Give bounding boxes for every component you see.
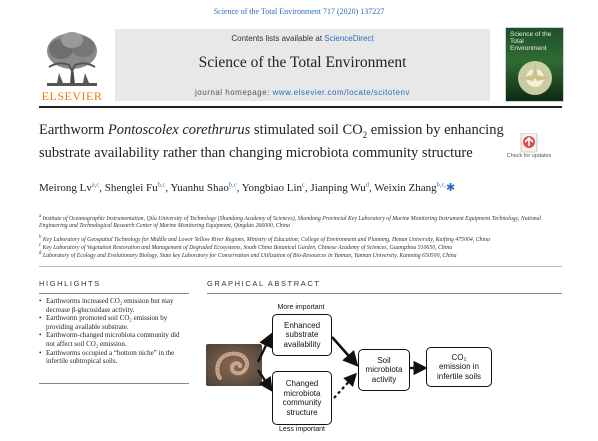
affiliation-text: Institute of Oceanographic Instrumentation, Qilu University of Technology (Shandong Academy of Sciences), Shandong Provincial Key Laboratory of Marine Monitoring Instrument Equipment Technology, National Engineering and Technological Research Center of Marine Monitoring Equipment, Qingdao 266000, China [39,215,542,230]
title-subscript: 2 [362,129,368,140]
more-important-label: More important [277,304,325,311]
author-name: Shenglei Fu [104,182,158,194]
journal-title: Science of the Total Environment [198,54,407,71]
author-separator: , [99,182,105,194]
affiliation-letter: b [39,235,42,240]
author-separator: , [304,182,311,194]
affiliation-letter: c [39,243,42,248]
co2-title: CO₂ [451,352,467,362]
author-separator: , [165,182,171,194]
affiliation-text: Key Laboratory of Geospatial Technology for Middle and Lower Yellow River Regions, Ministry of Education; College of Environment and Planning, Henan University, Kaifeng 475004, China [42,236,490,243]
homepage-prefix: journal homepage: [195,88,273,97]
microbiota-to-soil-arrow [334,376,354,398]
title-species: Pontoscolex corethrurus [107,122,251,138]
enhanced-substrate-box: Enhanced substrate availability [272,314,332,356]
highlight-item: • Earthworms occupied a “bottom niche” in the infertile subtropical soils. [39,349,189,366]
title-part2: stimulated soil CO [250,122,363,138]
highlight-item: • Earthworm promoted soil CO₂ emission by providing available substrate. [39,314,189,331]
affiliation-text: Laboratory of Ecology and Evolutionary Biology, State key Laboratory for Conservation and Utilization of Bio-Resources in Yunnan, Yunnan University, Kunming 650500, China [42,252,457,259]
soil-microbiota-activity-box: Soil microbiota activity [358,349,410,391]
cover-title: Science of the Total Environment [510,31,552,52]
author-name: Yongbiao Lin [241,182,303,194]
journal-citation[interactable]: Science of the Total Environment 717 (2020) 137227 [213,7,385,16]
affiliation-text: Key Laboratory of Vegetation Restoration and Management of Degraded Ecosystems, South China Botanical Garden, Chinese Academy of Sciences, Guangzhou 510650, China [42,244,453,251]
co2-subtitle: emission in infertile soils [436,362,481,381]
photo-to-substrate-arrow [258,337,270,362]
author-name: Yuanhu Shao [170,182,229,194]
elsevier-logo-text: ELSEVIER [41,89,103,103]
highlight-item: • Earthworm-changed microbiota community did not affect soil CO₂ emission. [39,331,189,348]
author-affiliation-marker[interactable]: b,c [157,181,166,189]
author-affiliation-marker[interactable]: b,c, [436,181,447,189]
author-separator: , [236,182,242,194]
homepage-link[interactable]: www.elsevier.com/locate/scitotenv [272,88,410,97]
substrate-to-soil-arrow [332,337,355,363]
title-part1: Earthworm [39,122,108,138]
check-for-updates-label: Check for updates [506,153,552,159]
highlights-heading: HIGHLIGHTS [39,279,101,288]
author-affiliation-marker[interactable]: a,c [91,181,100,189]
author-affiliation-marker[interactable]: b,c [228,181,237,189]
less-important-label: Less important [279,426,325,433]
author-affiliation-marker[interactable]: d [365,181,369,189]
sciencedirect-link[interactable]: ScienceDirect [324,34,374,43]
author-name: Meirong Lv [39,182,92,194]
affiliation-letter: d [39,251,42,256]
highlight-item: • Earthworms increased CO₂ emission but may decrease β-glucosidase activity. [39,297,189,314]
author-affiliation-marker[interactable]: c [302,181,305,189]
author-separator: , [368,182,375,194]
photo-to-microbiota-arrow [258,370,270,388]
contents-prefix: Contents lists available at [231,34,325,43]
author-name: Weixin Zhang [374,182,437,194]
affiliation-letter: a [39,214,42,219]
graphical-abstract-heading: GRAPHICAL ABSTRACT [207,279,321,288]
author-name: Jianping Wu [310,182,366,194]
changed-microbiota-box: Changed microbiota community structure [272,371,332,425]
title-part3: emission by enhancing substrate availability rather than changing microbiota community structure [39,122,504,161]
corresponding-author-icon[interactable]: ✱ [446,182,456,194]
